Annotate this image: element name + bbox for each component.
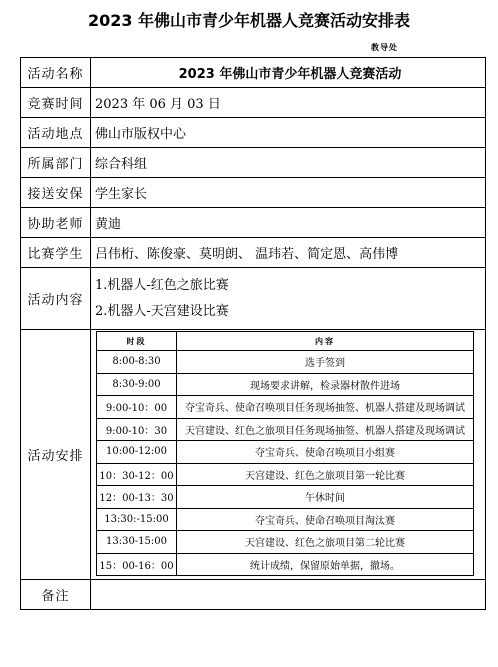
schedule-content: 天宫建设、红色之旅项目第二轮比赛 (177, 531, 474, 554)
schedule-content: 天宫建设、红色之旅项目第一轮比赛 (177, 463, 474, 486)
schedule-row (97, 396, 474, 419)
document-title: 2023 年佛山市青少年机器人竞赛活动安排表 (87, 11, 411, 30)
row-teacher (21, 208, 486, 238)
schedule-content: 夺宝奇兵、使命召唤项目小组赛 (177, 441, 474, 464)
row-schedule (21, 330, 486, 580)
row-notes (21, 580, 486, 610)
row-activity-name (21, 58, 486, 88)
value-location: 佛山市版权中心 (91, 118, 486, 148)
row-content (21, 268, 486, 330)
schedule-time: 15：00-16：00 (97, 553, 177, 576)
row-transport (21, 178, 486, 208)
schedule-row (97, 531, 474, 554)
label-activity-name: 活动名称 (21, 58, 91, 88)
schedule-content: 午休时间 (177, 486, 474, 509)
value-transport: 学生家长 (91, 178, 486, 208)
schedule-content: 夺宝奇兵、使命召唤项目淘汰赛 (177, 508, 474, 531)
label-notes: 备注 (21, 580, 91, 610)
schedule-time: 10:00-12:00 (97, 441, 177, 464)
schedule-content: 统计成绩，保留原始单据，撤场。 (177, 553, 474, 576)
schedule-row (97, 508, 474, 531)
schedule-time: 8:00-8:30 (97, 351, 177, 374)
label-transport: 接送安保 (21, 178, 91, 208)
schedule-time: 10：30-12：00 (97, 463, 177, 486)
label-teacher: 协助老师 (21, 208, 91, 238)
value-students: 吕伟桁、陈俊豪、莫明朗、 温玮若、简定恩、高伟博 (91, 238, 486, 268)
schedule-content: 天宫建设、红色之旅项目任务现场抽签、机器人搭建及现场调试 (177, 418, 474, 441)
row-date (21, 88, 486, 118)
value-department: 综合科组 (91, 148, 486, 178)
value-activity-name: 2023 年佛山市青少年机器人竞赛活动 (91, 58, 486, 88)
schedule-time: 9:00-10：00 (97, 396, 177, 419)
schedule-content: 选手签到 (177, 351, 474, 374)
schedule-time: 12：00-13：30 (97, 486, 177, 509)
value-teacher: 黄迪 (91, 208, 486, 238)
schedule-form-table (20, 57, 486, 610)
schedule-cell (91, 330, 486, 580)
schedule-row (97, 373, 474, 396)
label-location: 活动地点 (21, 118, 91, 148)
value-content (91, 268, 486, 330)
schedule-table (96, 331, 474, 576)
schedule-time: 13:30-15:00 (97, 531, 177, 554)
schedule-time: 9:00-10：30 (97, 418, 177, 441)
label-department: 所属部门 (21, 148, 91, 178)
content-item: 1.机器人-红色之旅比赛 (95, 277, 229, 293)
row-location (21, 118, 486, 148)
value-notes (91, 580, 486, 610)
schedule-header-row (97, 332, 474, 351)
label-schedule: 活动安排 (21, 330, 91, 580)
department-note: 教导处 (371, 42, 398, 52)
schedule-time: 13:30:-15:00 (97, 508, 177, 531)
schedule-row (97, 463, 474, 486)
schedule-row (97, 553, 474, 576)
row-students (21, 238, 486, 268)
schedule-content: 夺宝奇兵、使命召唤项目任务现场抽签、机器人搭建及现场调试 (177, 396, 474, 419)
label-content: 活动内容 (21, 268, 91, 330)
schedule-row (97, 441, 474, 464)
label-students: 比赛学生 (21, 238, 91, 268)
row-department (21, 148, 486, 178)
schedule-row (97, 351, 474, 374)
schedule-header-time: 时段 (97, 332, 177, 351)
schedule-row (97, 418, 474, 441)
schedule-content: 现场要求讲解，检录器材散件进场 (177, 373, 474, 396)
schedule-row (97, 486, 474, 509)
schedule-header-content: 内容 (177, 332, 474, 351)
label-date: 竞赛时间 (21, 88, 91, 118)
schedule-time: 8:30-9:00 (97, 373, 177, 396)
content-item: 2.机器人-天宫建设比赛 (95, 303, 229, 319)
value-date: 2023 年 06 月 03 日 (91, 88, 486, 118)
